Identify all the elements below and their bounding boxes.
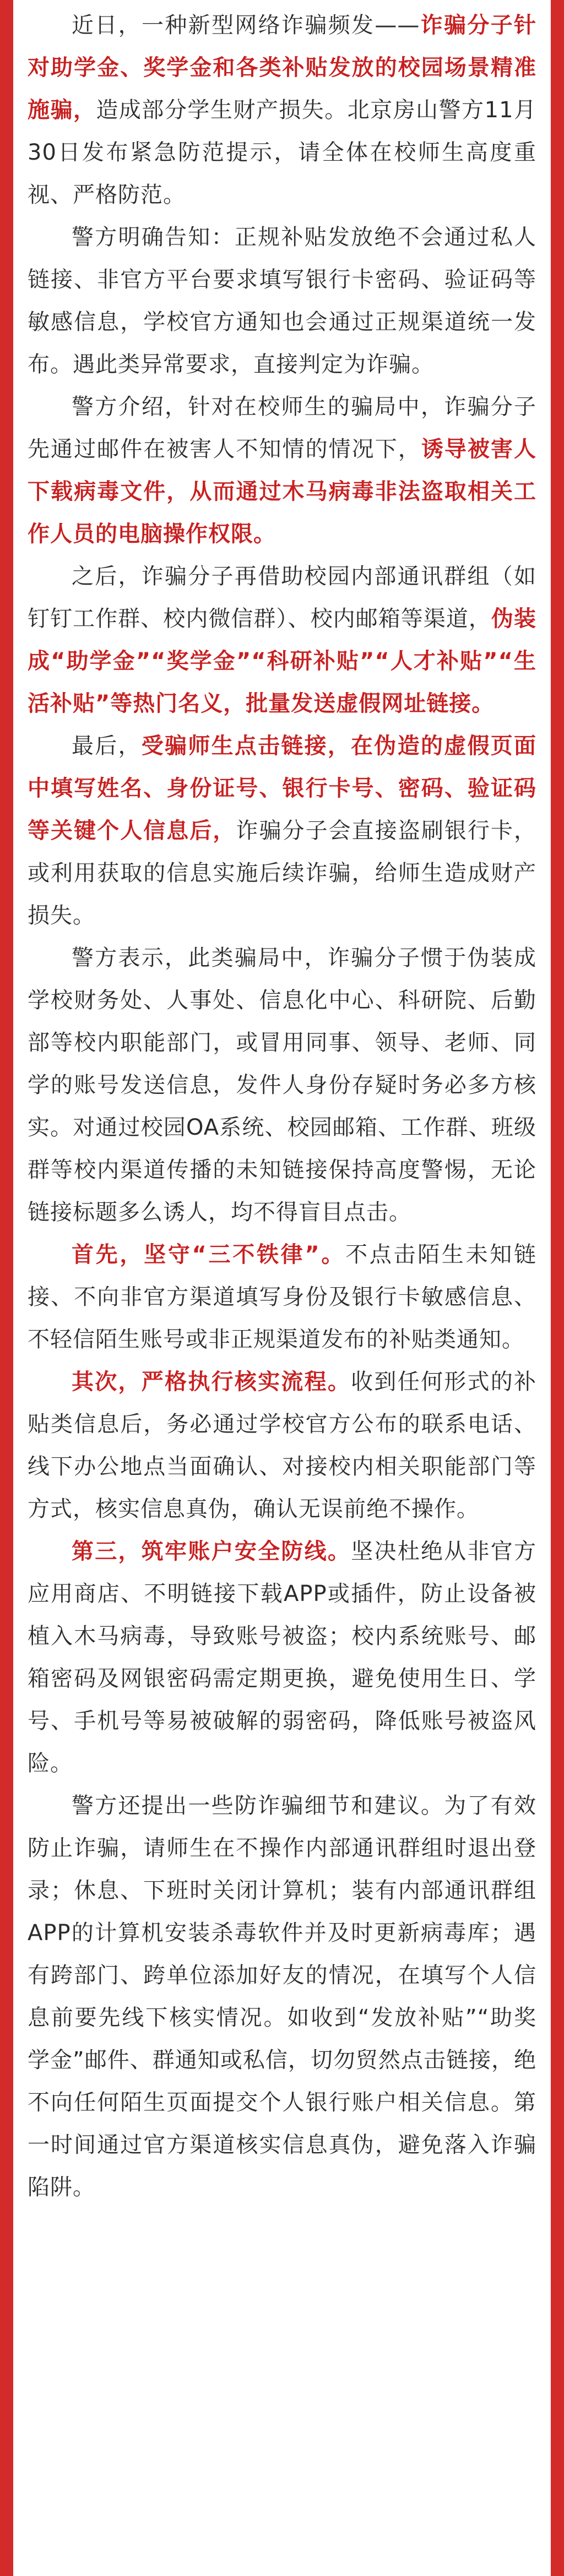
article-paragraph: [28, 4, 536, 216]
body-text: 收到任何形式的补贴类信息后，务必通过学校官方公布的联系电话、线下办公地点当面确认、对接校内相关职能部门等方式，核实信息真伪，确认无误前绝不操作。: [28, 1369, 537, 1522]
body-text: 之后，诈骗分子再借助校园内部通讯群组（如钉钉工作群、校内微信群）、校内邮箱等渠道，: [28, 564, 536, 631]
body-text: 坚决杜绝从非官方应用商店、不明链接下载APP或插件，防止设备被植入木马病毒，导致账号被盗；校内系统账号、邮箱密码及网银密码需定期更换，避免使用生日、学号、手机号等易被破解的弱密码，降低账号被盗风险。: [28, 1539, 537, 1776]
article-paragraph: [28, 937, 536, 1234]
article-paragraph: [28, 216, 536, 386]
article-paragraph: [28, 725, 536, 937]
left-red-border: [0, 0, 13, 2576]
right-red-border: [551, 0, 564, 2576]
body-text: 近日，一种新型网络诈骗频发——: [72, 13, 420, 38]
emphasis-text: 诱导被害人下载病毒文件，从而通过木马病毒非法盗取相关工作人员的电脑操作权限。: [28, 437, 537, 547]
emphasis-text: 受骗师生点击链接，在伪造的虚假页面中填写姓名、身份证号、银行卡号、密码、验证码等关键个人信息后，: [28, 733, 537, 843]
body-text: 不点击陌生未知链接、不向非官方渠道填写身份及银行卡敏感信息、不轻信陌生账号或非正规渠道发布的补贴类通知。: [28, 1242, 537, 1352]
emphasis-text: 第三，筑牢账户安全防线。: [72, 1539, 351, 1564]
article-paragraph: [28, 1785, 536, 2209]
emphasis-text: 伪装成“助学金”“奖学金”“科研补贴”“人才补贴”“生活补贴”等热门名义，批量发送虚假网址链接。: [28, 606, 537, 716]
body-text: 警方介绍，针对在校师生的骗局中，诈骗分子先通过邮件在被害人不知情的情况下，: [28, 394, 536, 462]
emphasis-text: 首先，坚守“三不铁律”。: [72, 1242, 346, 1267]
article-paragraph: [28, 1531, 536, 1785]
emphasis-text: 其次，严格执行核实流程。: [72, 1369, 351, 1395]
body-text: 警方明确告知：正规补贴发放绝不会通过私人链接、非官方平台要求填写银行卡密码、验证码等敏感信息，学校官方通知也会通过正规渠道统一发布。遇此类异常要求，直接判定为诈骗。: [28, 225, 536, 377]
article-paragraph: [28, 1361, 536, 1531]
emphasis-text: 诈骗分子针对助学金、奖学金和各类补贴发放的校园场景精准施骗，: [28, 13, 537, 123]
body-text: 造成部分学生财产损失。北京房山警方11月30日发布紧急防范提示，请全体在校师生高度重视、严格防范。: [28, 97, 537, 208]
body-text: 警方还提出一些防诈骗细节和建议。为了有效防止诈骗，请师生在不操作内部通讯群组时退出登录；休息、下班时关闭计算机；装有内部通讯群组APP的计算机安装杀毒软件并及时更新病毒库；遇有跨部门、跨单位添加好友的情况，在填写个人信息前要先线下核实情况。如收到“发放补贴”“助奖学金”邮件、群通知或私信，切勿贸然点击链接，绝不向任何陌生页面提交个人银行账户相关信息。第一时间通过官方渠道核实信息真伪，避免落入诈骗陷阱。: [28, 1793, 536, 2200]
body-text: 诈骗分子会直接盗刷银行卡，或利用获取的信息实施后续诈骗，给师生造成财产损失。: [28, 818, 537, 928]
article-paragraph: [28, 555, 536, 725]
body-text: 最后，: [72, 733, 142, 759]
article-paragraph: [28, 386, 536, 555]
article-body: [28, 4, 536, 2209]
body-text: 警方表示，此类骗局中，诈骗分子惯于伪装成学校财务处、人事处、信息化中心、科研院、后勤部等校内职能部门，或冒用同事、领导、老师、同学的账号发送信息，发件人身份存疑时务必多方核实。对通过校园OA系统、校园邮箱、工作群、班级群等校内渠道传播的未知链接保持高度警惕，无论链接标题多么诱人，均不得盲目点击。: [28, 945, 536, 1225]
article-paragraph: [28, 1234, 536, 1361]
